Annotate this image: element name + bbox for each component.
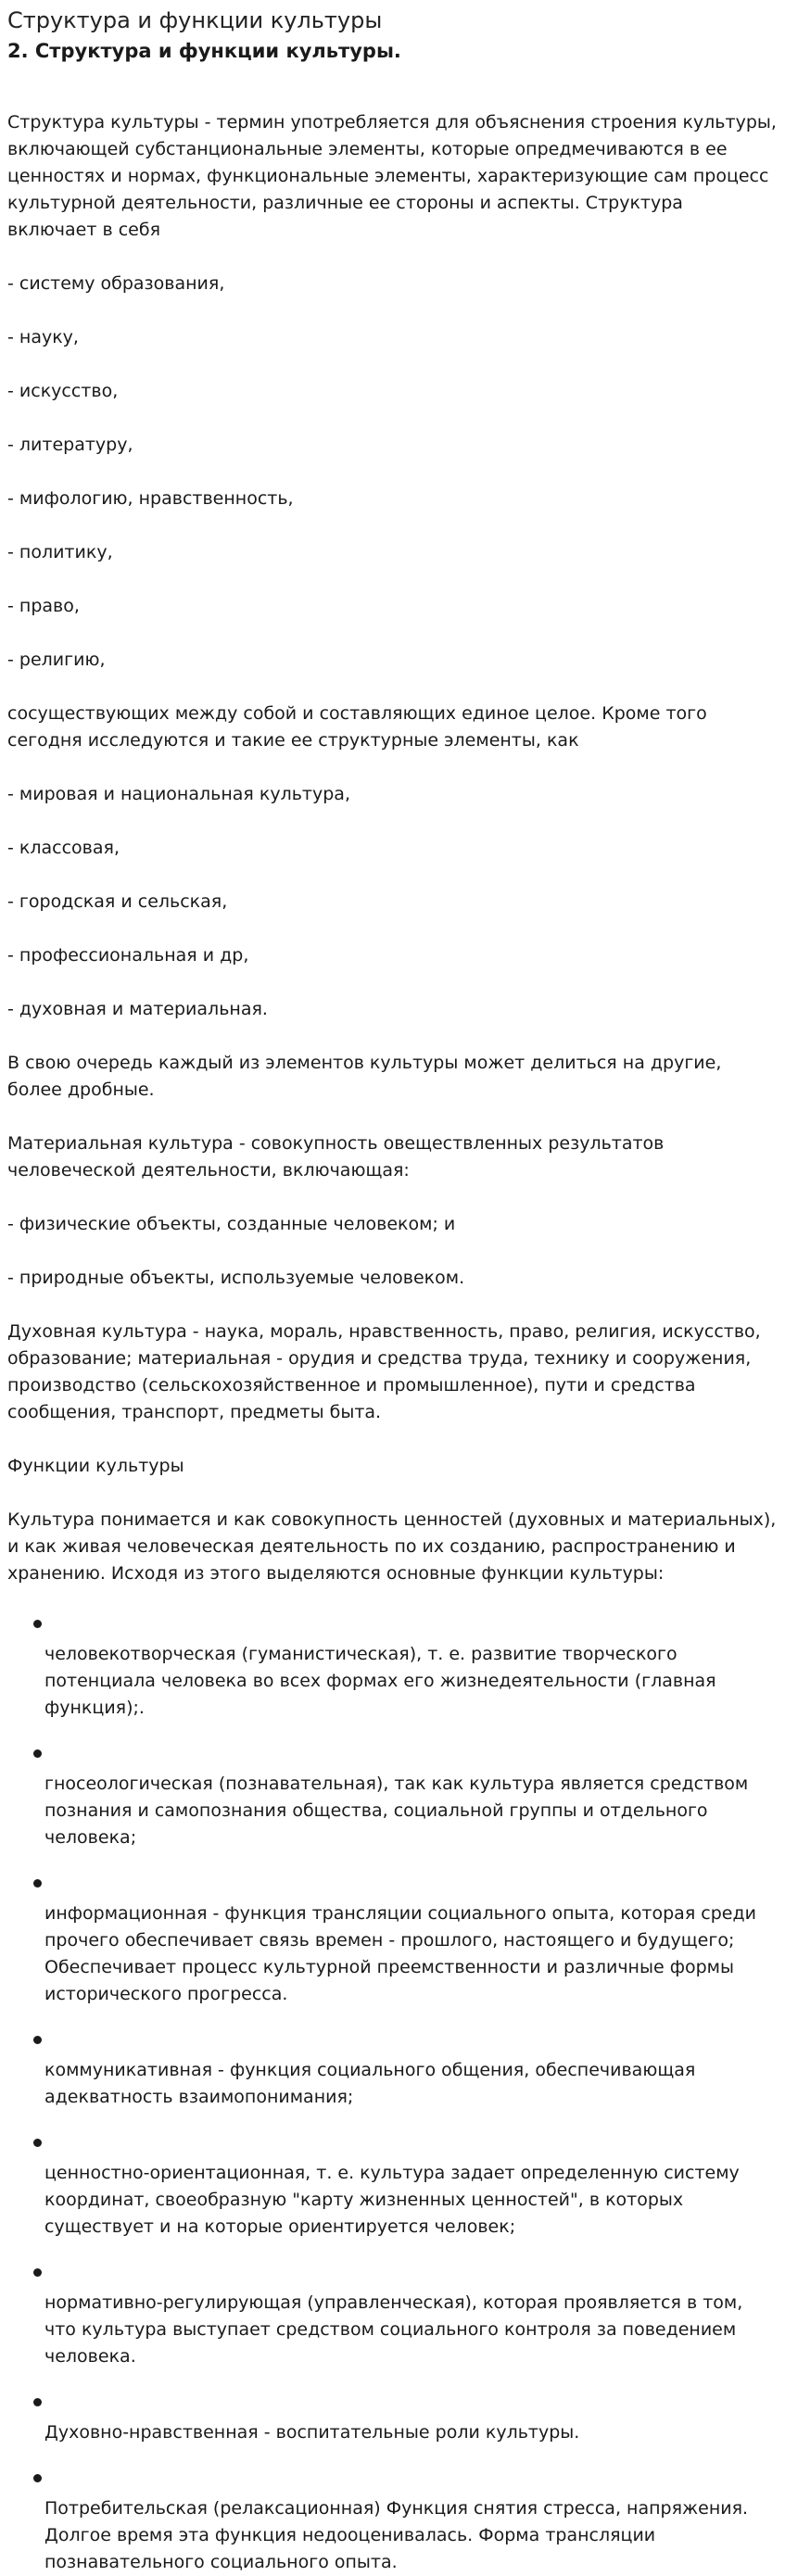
function-item-text: Потребительская (релаксационная) Функция снятия стресса, напряжения. Долгое время эта функция недооценивалась. Форма трансляции познавательного социального опыта. — [44, 2498, 749, 2572]
function-item — [7, 1874, 778, 2008]
element-item: - профессиональная и др, — [7, 945, 249, 966]
component-item: - мифологию, нравственность, — [7, 488, 294, 509]
component-item: - литературу, — [7, 435, 133, 455]
component-item: - искусство, — [7, 381, 119, 401]
article-body — [7, 109, 778, 2576]
function-item — [7, 2263, 778, 2370]
bullet-icon — [33, 2398, 42, 2406]
function-item-text: человекотворческая (гуманистическая), т. е. развитие творческого потенциала человека во всех формах его жизнедеятельности (главная функция);. — [44, 1644, 716, 1718]
function-item-text: информационная - функция трансляции социального опыта, которая среди прочего обеспечивает связь времен - прошлого, настоящего и будущего; Обеспечивает процесс культурной преемственности и различные формы исторического прогресса. — [44, 1903, 756, 2004]
element-item: - мировая и национальная культура, — [7, 784, 350, 804]
function-item — [7, 1614, 778, 1722]
element-item: - классовая, — [7, 838, 120, 858]
component-item: - науку, — [7, 327, 79, 347]
component-item: - право, — [7, 596, 80, 616]
material-item: - физические объекты, созданные человеком; и — [7, 1214, 456, 1234]
spiritual-culture-paragraph: Духовная культура - наука, мораль, нравственность, право, религия, искусство, образование; материальная - орудия и средства труда, технику и сооружения, производство (сельскохозяйственное и промышленное), пути и средства сообщения, транспорт, предметы быта. — [7, 1321, 761, 1422]
material-culture-paragraph: Материальная культура - совокупность овеществленных результатов человеческой деятельности, включающая: — [7, 1133, 665, 1181]
bullet-icon — [33, 1620, 42, 1628]
structure-intro: Структура культуры - термин употребляется для объяснения строения культуры, включающей субстанциональные элементы, которые опредмечиваются в ее ценностях и нормах, функциональные элементы, характеризующие сам процесс культурной деятельности, различные ее стороны и аспекты. Структура включает в себя — [7, 112, 777, 240]
functions-heading: Функции культуры — [7, 1456, 184, 1476]
function-item — [7, 2133, 778, 2241]
function-item-text: гносеологическая (познавательная), так как культура является средством познания и самопознания общества, социальной группы и отдельного человека; — [44, 1774, 749, 1848]
bullet-icon — [33, 1879, 42, 1888]
component-item: - политику, — [7, 542, 113, 562]
functions-intro: Культура понимается и как совокупность ценностей (духовных и материальных), и как живая человеческая деятельность по их созданию, распространению и хранению. Исходя из этого выделяются основные функции культуры: — [7, 1509, 777, 1584]
function-item — [7, 1744, 778, 1851]
function-item-text: коммуникативная - функция социального общения, обеспечивающая адекватность взаимопонимания; — [44, 2060, 696, 2107]
function-item — [7, 2030, 778, 2111]
functions-list — [7, 1614, 778, 2576]
component-item: - систему образования, — [7, 273, 225, 294]
subdivide-paragraph: В свою очередь каждый из элементов культуры может делиться на другие, более дробные. — [7, 1053, 722, 1100]
article-heading: 2. Структура и функции культуры. — [7, 40, 401, 62]
function-item — [7, 2393, 778, 2446]
bullet-icon — [33, 2474, 42, 2482]
component-item: - религию, — [7, 650, 106, 670]
bullet-icon — [33, 2268, 42, 2277]
material-item: - природные объекты, используемые человеком. — [7, 1268, 465, 1288]
function-item-text: Духовно-нравственная - воспитательные роли культуры. — [44, 2422, 580, 2443]
coexist-paragraph: сосуществующих между собой и составляющих единое целое. Кроме того сегодня исследуются и такие ее структурные элементы, как — [7, 703, 707, 751]
page-title: Структура и функции культуры — [7, 7, 383, 33]
function-item-text: нормативно-регулирующая (управленческая), которая проявляется в том, что культура выступает средством социального контроля за поведением человека. — [44, 2292, 743, 2367]
function-item — [7, 2469, 778, 2576]
bullet-icon — [33, 2139, 42, 2147]
bullet-icon — [33, 1749, 42, 1758]
element-item: - духовная и материальная. — [7, 999, 268, 1019]
bullet-icon — [33, 2036, 42, 2044]
element-item: - городская и сельская, — [7, 891, 228, 912]
function-item-text: ценностно-ориентационная, т. е. культура задает определенную систему координат, своеобразную "карту жизненных ценностей", в которых существует и на которые ориентируется человек; — [44, 2163, 740, 2237]
